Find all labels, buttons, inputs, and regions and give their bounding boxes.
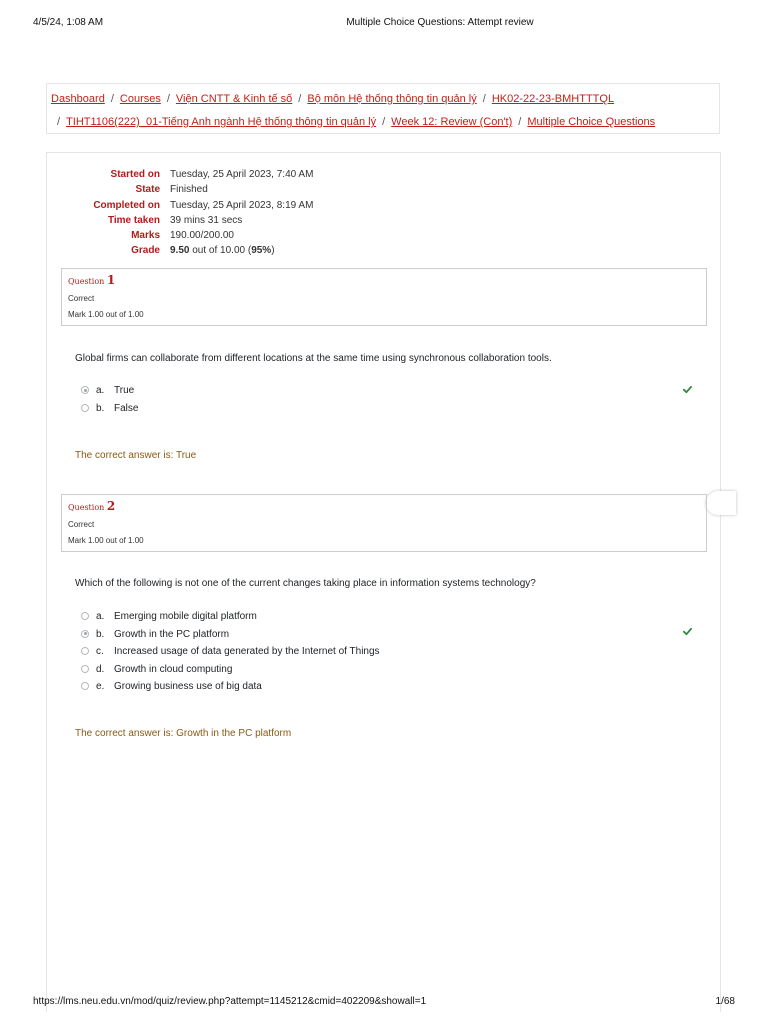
- started-on-value: Tuesday, 25 April 2023, 7:40 AM: [170, 169, 314, 180]
- grade-out-of: out of 10.00 (: [189, 245, 252, 257]
- option-letter: d.: [96, 663, 105, 675]
- breadcrumb-semester[interactable]: HK02-22-23-BMHTTTQL: [491, 93, 615, 105]
- breadcrumb-dashboard[interactable]: Dashboard: [51, 93, 105, 105]
- attempt-summary-table: [58, 167, 313, 259]
- option-text: False: [114, 402, 139, 414]
- grade-close: ): [271, 245, 275, 257]
- option-letter: a.: [96, 385, 105, 396]
- breadcrumb-course[interactable]: TIHT1106(222)_01-Tiếng Anh ngành Hệ thống thông tin quản lý: [66, 116, 377, 128]
- print-page-title: Multiple Choice Questions: Attempt review: [346, 17, 534, 28]
- print-datetime: 4/5/24, 1:08 AM: [33, 17, 104, 28]
- question-label: Question: [68, 503, 105, 512]
- option-letter: b.: [96, 628, 105, 640]
- check-icon: [683, 385, 692, 394]
- time-taken-value: 39 mins 31 secs: [170, 214, 243, 226]
- option-text: Growth in cloud computing: [114, 663, 233, 675]
- grade-value: [170, 243, 313, 258]
- radio-icon[interactable]: [81, 386, 89, 394]
- radio-icon[interactable]: [81, 612, 89, 620]
- breadcrumb-separator: /: [57, 116, 61, 128]
- correct-answer-feedback-1: The correct answer is: True: [75, 450, 197, 461]
- completed-on-label: Completed on: [93, 199, 160, 211]
- breadcrumb-separator: /: [382, 116, 386, 128]
- time-taken-label: Time taken: [107, 214, 160, 226]
- question-number: [68, 499, 700, 513]
- print-page-number: 1/68: [715, 996, 735, 1007]
- breadcrumb-separator: /: [166, 93, 170, 105]
- summary-row-state: [58, 182, 313, 197]
- radio-icon[interactable]: [81, 682, 89, 690]
- grade-score: 9.50: [170, 245, 190, 257]
- question-status: Correct: [68, 294, 95, 303]
- option-text: Growing business use of big data: [114, 681, 262, 692]
- attempt-summary: [58, 167, 313, 259]
- print-url: https://lms.neu.edu.vn/mod/quiz/review.php?attempt=1145212&cmid=402209&showall=1: [33, 996, 427, 1007]
- option-text: Emerging mobile digital platform: [114, 611, 257, 622]
- summary-row-grade: [58, 243, 313, 258]
- started-on-label: Started on: [110, 169, 160, 180]
- grade-percent: 95%: [251, 245, 272, 257]
- radio-icon[interactable]: [81, 404, 89, 412]
- question-number-value: 1: [106, 273, 116, 287]
- option-text: Growth in the PC platform: [114, 628, 230, 640]
- summary-row-completed: [58, 198, 313, 213]
- radio-icon[interactable]: [81, 647, 89, 655]
- question-mark: Mark 1.00 out of 1.00: [68, 310, 144, 319]
- option-text: True: [114, 385, 135, 396]
- breadcrumb-separator: /: [518, 116, 522, 128]
- breadcrumb-courses[interactable]: Courses: [119, 93, 161, 105]
- check-icon: [683, 627, 692, 636]
- state-label: State: [135, 184, 160, 196]
- breadcrumb: [46, 83, 720, 134]
- print-header: [0, 17, 768, 29]
- question-text-2: Which of the following is not one of the current changes taking place in information systems technology?: [75, 578, 536, 589]
- option-letter: c.: [96, 646, 104, 657]
- option-letter: e.: [96, 681, 105, 692]
- question-text-1: Global firms can collaborate from different locations at the same time using synchronous collaboration tools.: [75, 353, 552, 364]
- breadcrumb-separator: /: [110, 93, 114, 105]
- state-value: Finished: [170, 184, 208, 196]
- question-mark: Mark 1.00 out of 1.00: [68, 536, 144, 545]
- question-label: Question: [68, 277, 105, 286]
- summary-row-started: [58, 167, 313, 182]
- radio-icon[interactable]: [81, 665, 89, 673]
- grade-label: Grade: [131, 245, 160, 257]
- radio-icon[interactable]: [81, 630, 89, 638]
- question-number-value: 2: [106, 499, 116, 513]
- marks-value: 190.00/200.00: [170, 230, 234, 242]
- breadcrumb-week[interactable]: Week 12: Review (Con't): [391, 116, 513, 128]
- question-number: [68, 273, 700, 287]
- summary-row-time: [58, 213, 313, 228]
- breadcrumb-separator: /: [298, 93, 302, 105]
- question-info-1: [61, 268, 707, 326]
- question-info-2: [61, 494, 707, 552]
- breadcrumb-quiz[interactable]: Multiple Choice Questions: [527, 116, 656, 128]
- option-letter: b.: [96, 402, 105, 414]
- completed-on-value: Tuesday, 25 April 2023, 8:19 AM: [170, 199, 314, 211]
- breadcrumb-separator: /: [482, 93, 486, 105]
- question-status: Correct: [68, 520, 95, 529]
- breadcrumb-department[interactable]: Bộ môn Hệ thống thông tin quản lý: [307, 93, 477, 105]
- option-letter: a.: [96, 611, 105, 622]
- option-text: Increased usage of data generated by the Internet of Things: [114, 646, 380, 657]
- correct-answer-feedback-2: The correct answer is: Growth in the PC platform: [75, 728, 292, 739]
- drawer-toggle-tab[interactable]: [706, 491, 736, 515]
- summary-row-marks: [58, 228, 313, 243]
- marks-label: Marks: [131, 230, 160, 242]
- breadcrumb-institute[interactable]: Viện CNTT & Kinh tế số: [175, 93, 293, 105]
